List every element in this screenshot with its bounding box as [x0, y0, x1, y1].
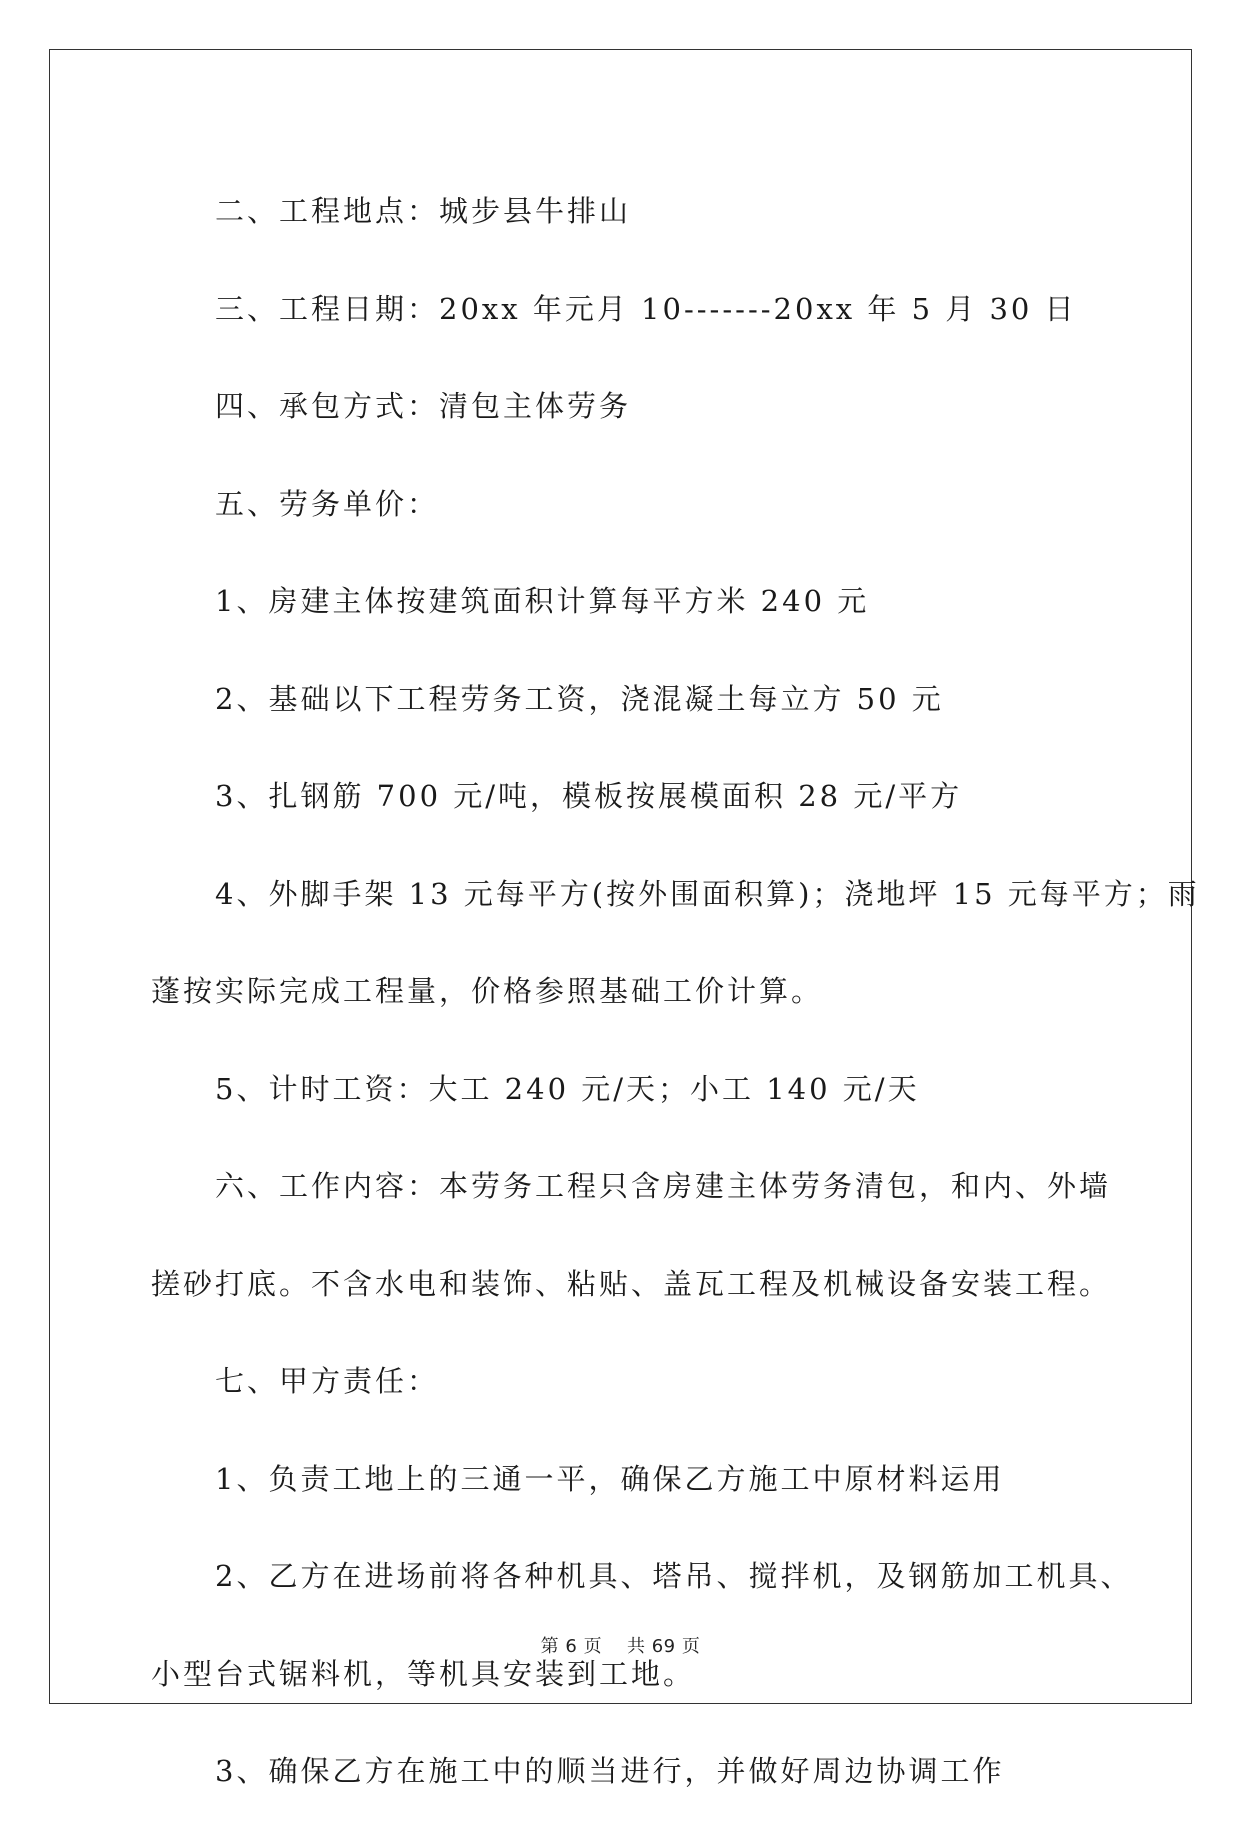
paragraph-project-dates: 三、工程日期：20xx 年元月 10-------20xx 年 5 月 30 日: [215, 291, 1077, 326]
paragraph-work-content-cont: 搓砂打底。不含水电和装饰、粘贴、盖瓦工程及机械设备安装工程。: [151, 1266, 1112, 1301]
paragraph-party-a-item-2: 2、乙方在进场前将各种机具、塔吊、搅拌机，及钢筋加工机具、: [215, 1559, 1133, 1593]
paragraph-price-item-4: 4、外脚手架 13 元每平方(按外围面积算)；浇地坪 15 元每平方；雨: [215, 876, 1200, 911]
paragraph-work-content: 六、工作内容：本劳务工程只含房建主体劳务清包，和内、外墙: [215, 1169, 1112, 1203]
paragraph-contract-method: 四、承包方式：清包主体劳务: [215, 389, 632, 423]
paragraph-price-item-2: 2、基础以下工程劳务工资，浇混凝土每立方 50 元: [215, 681, 944, 716]
paragraph-party-a-item-3: 3、确保乙方在施工中的顺当进行，并做好周边协调工作: [215, 1754, 1005, 1788]
page-number: 第 6 页: [540, 1636, 603, 1657]
paragraph-project-location: 二、工程地点：城步县牛排山: [215, 194, 632, 228]
document-body: [151, 163, 1200, 1821]
paragraph-price-item-4-cont: 蓬按实际完成工程量，价格参照基础工价计算。: [151, 974, 824, 1008]
paragraph-party-a-item-2-cont: 小型台式锯料机，等机具安装到工地。: [151, 1656, 696, 1691]
paragraph-unit-price-heading: 五、劳务单价：: [215, 486, 440, 521]
paragraph-price-item-1: 1、房建主体按建筑面积计算每平方米 240 元: [215, 584, 870, 618]
paragraph-price-item-5: 5、计时工资：大工 240 元/天；小工 140 元/天: [215, 1071, 920, 1106]
page-footer: [0, 1632, 1241, 1658]
paragraph-party-a-item-1: 1、负责工地上的三通一平，确保乙方施工中原材料运用: [215, 1461, 1005, 1496]
page-total: 共 69 页: [626, 1636, 701, 1657]
paragraph-party-a-heading: 七、甲方责任：: [215, 1364, 440, 1398]
paragraph-price-item-3: 3、扎钢筋 700 元/吨，模板按展模面积 28 元/平方: [215, 779, 963, 813]
